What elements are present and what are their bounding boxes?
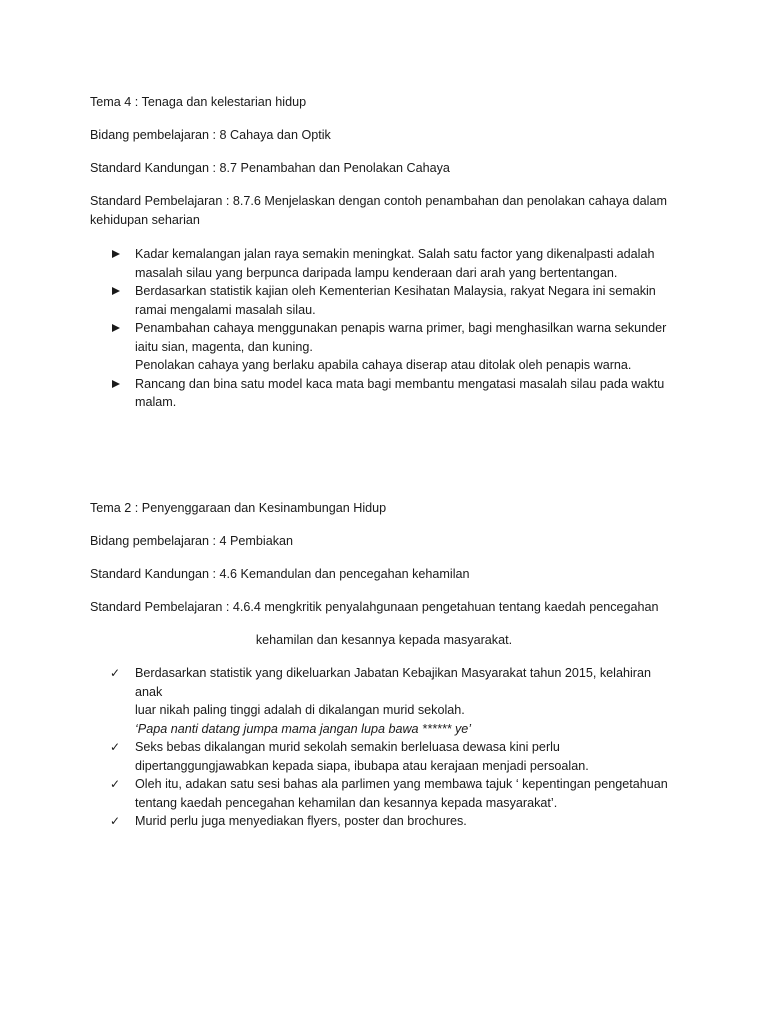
list-item: ✓ Murid perlu juga menyediakan flyers, poster dan brochures.	[110, 812, 680, 831]
standard-kandungan-2: Standard Kandungan : 4.6 Kemandulan dan pencegahan kehamilan	[90, 567, 470, 581]
checkmark-bullet-icon: ✓	[110, 740, 121, 754]
list-item: Penambahan cahaya menggunakan penapis warna primer, bagi menghasilkan warna sekunder iaitu sian, magenta, dan kuning. Penolakan cahaya yang berlaku apabila cahaya diserap atau ditolak oleh penapis warna.	[135, 321, 667, 372]
bullet-list-1	[110, 245, 680, 412]
checkmark-bullet-icon: ✓	[110, 666, 121, 680]
bidang-pembelajaran-2: Bidang pembelajaran : 4 Pembiakan	[90, 534, 294, 548]
list-item: Rancang dan bina satu model kaca mata bagi membantu mengatasi masalah silau pada waktu malam.	[135, 376, 665, 409]
list-item: ✓ Seks bebas dikalangan murid sekolah semakin berleluasa dewasa kini perlu dipertanggungjawabkan kepada siapa, ibubapa atau kerajaan menjadi persoalan.	[110, 740, 589, 773]
bullet-list-2	[110, 664, 680, 831]
checkmark-bullet-icon: ✓	[110, 777, 121, 791]
standard-pembelajaran-2: Standard Pembelajaran : 4.6.4 mengkritik penyalahgunaan pengetahuan tentang kaedah pencegahan	[90, 600, 659, 614]
list-item: Berdasarkan statistik kajian oleh Kementerian Kesihatan Malaysia, rakyat Negara ini semakin ramai mengalami masalah silau.	[135, 284, 656, 317]
standard-pembelajaran-1: Standard Pembelajaran : 8.7.6 Menjelaskan dengan contoh penambahan dan penolakan cahaya dalam	[90, 194, 667, 208]
list-item: ✓ Oleh itu, adakan satu sesi bahas ala parlimen yang membawa tajuk ‘ kepentingan pengetahuan tentang kaedah pencegahan kehamilan dan kesannya kepada masyarakat’.	[110, 777, 668, 810]
tema-heading-1: Tema 4 : Tenaga dan kelestarian hidup	[90, 95, 307, 109]
standard-kandungan-1: Standard Kandungan : 8.7 Penambahan dan Penolakan Cahaya	[90, 161, 450, 175]
standard-pembelajaran-1-cont: kehidupan seharian	[90, 213, 200, 227]
checkmark-bullet-icon: ✓	[110, 814, 121, 828]
list-item: ✓ Berdasarkan statistik yang dikeluarkan Jabatan Kebajikan Masyarakat tahun 2015, kelahiran anak luar nikah paling tinggi adalah di dikalangan murid sekolah. ‘Papa nanti datang jumpa mama jangan lupa bawa ****** ye’	[110, 666, 651, 736]
tema-heading-2: Tema 2 : Penyenggaraan dan Kesinambungan Hidup	[90, 501, 387, 515]
bidang-pembelajaran-1: Bidang pembelajaran : 8 Cahaya dan Optik	[90, 128, 331, 142]
list-item: Kadar kemalangan jalan raya semakin meningkat. Salah satu factor yang dikenalpasti adalah masalah silau yang berpunca daripada lampu kenderaan dari arah yang bertentangan.	[135, 247, 655, 280]
standard-pembelajaran-2-cont: kehamilan dan kesannya kepada masyarakat.	[255, 633, 513, 647]
